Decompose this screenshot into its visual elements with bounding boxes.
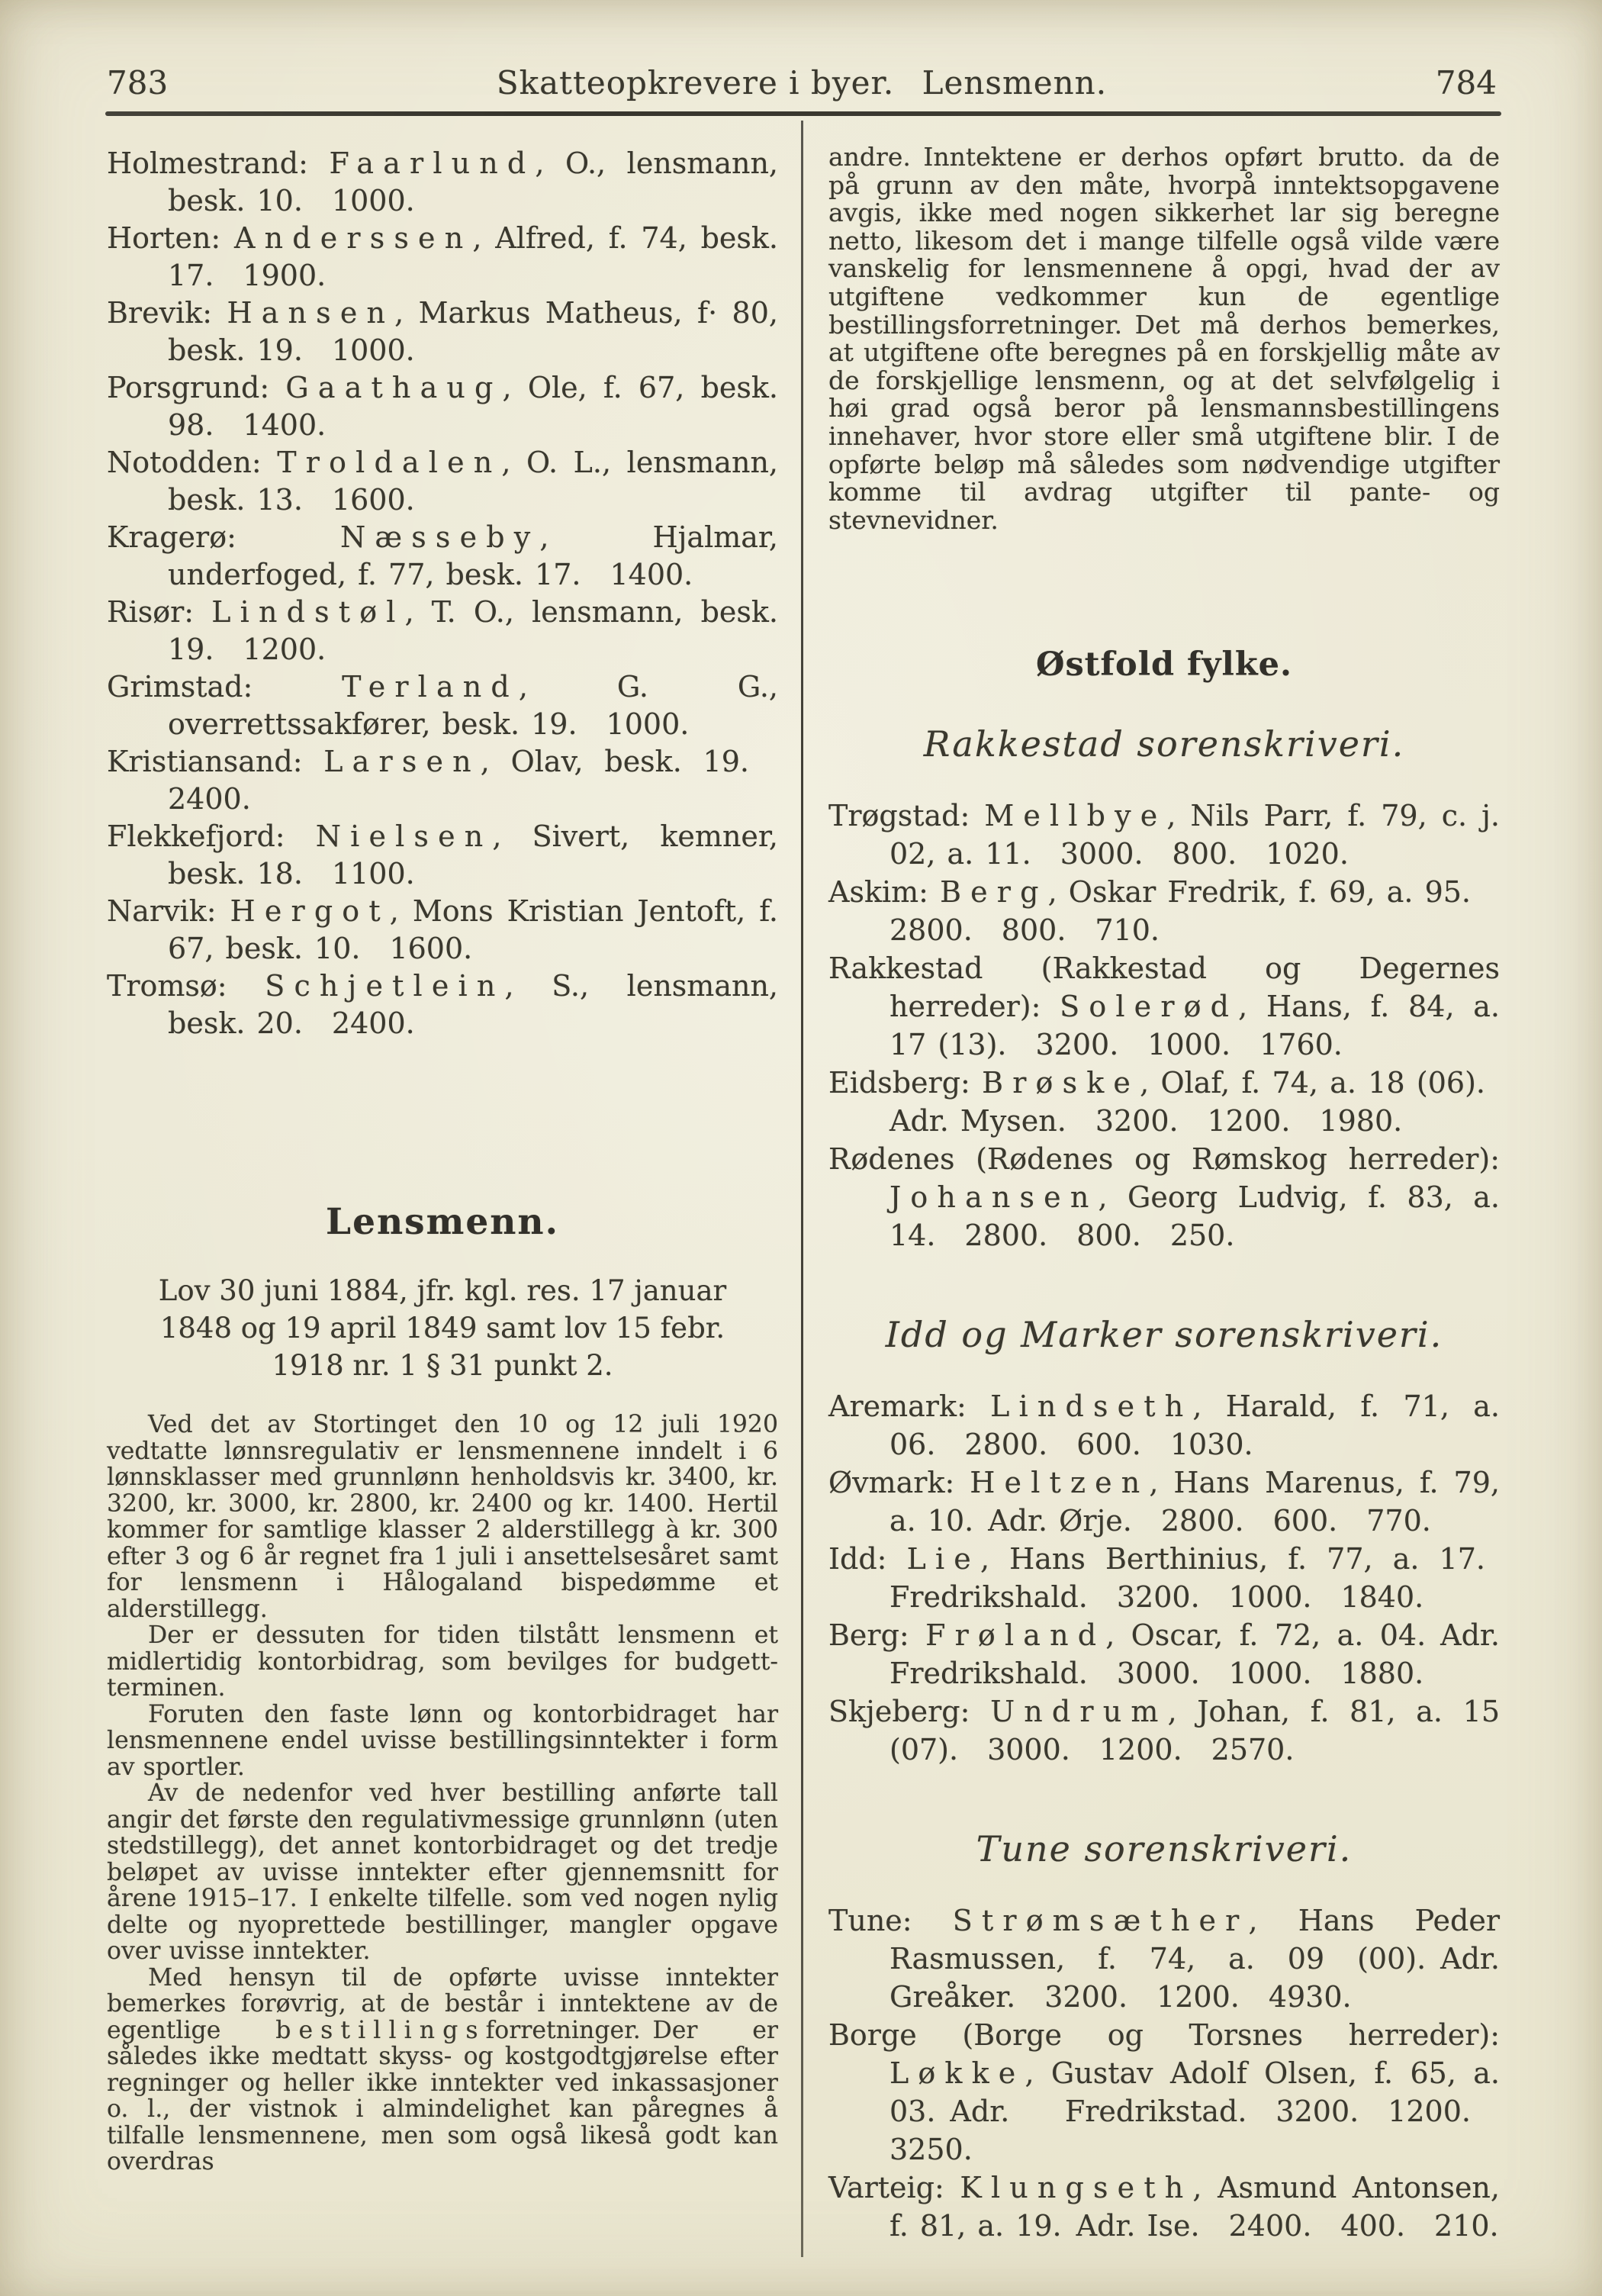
county-heading: Østfold fylke. bbox=[1035, 646, 1293, 684]
text-run: , Hans, f. 84, a. 17 (13). 3200. 1000. 1760. bbox=[889, 990, 1500, 1062]
person-name-spaced: Anderssen bbox=[234, 221, 473, 255]
directory-entry bbox=[107, 145, 778, 220]
person-name-spaced: Lindseth bbox=[990, 1390, 1193, 1424]
directory-entry bbox=[828, 949, 1500, 1064]
text-run: andre. Inntektene er derhos opført brutto. da de på grunn av den måte, hvorpå inntektsopgavene avgis, ikke med nogen sikkerhet lar sig beregne netto, likesom det i mange tilfelle også vilde være vanskelig for lensmennene å opgi, hvad der av utgiftene vedkommer kun de egentlige bestillingsforretninger. Det må derhos bemerkes, at utgiftene ofte beregnes på en forskjellig måte av de forskjellige lensmenn, og at det selvfølgelig i høi grad også beror på lensmannsbestillingens innehaver, hvor store eller små utgiftene blir. I de opførte beløp må således som nødvendige utgifter komme til avdrag utgifter til pante- og stevnevidner. bbox=[828, 142, 1500, 535]
text-run: Askim: bbox=[828, 875, 941, 910]
text-run: , Georg Ludvig, f. 83, a. 14. 2800. 800. 250. bbox=[889, 1180, 1500, 1253]
directory-entry bbox=[107, 668, 778, 743]
person-name-spaced: Heltzen bbox=[970, 1466, 1150, 1500]
text-run: Notodden: bbox=[107, 446, 278, 479]
body-paragraph-continued bbox=[828, 143, 1500, 534]
directory-entry bbox=[107, 369, 778, 444]
person-name-spaced: Berg bbox=[940, 875, 1048, 910]
person-name-spaced: Klungseth bbox=[960, 2171, 1193, 2205]
text-run: forretninger. Der er således ikke medtatt skyss- og kostgodtgjørelse efter regninger og heller ikke inntekter ved inkassasjoner o. l., der vistnok i almindelighet kan påregnes å tilfalle lensmennene, men som også likeså godt kan overdras bbox=[107, 2016, 778, 2175]
text-run: Ved det av Stortinget den 10 og 12 juli 1920 vedtatte lønnsregulativ er lensmennene inndelt i 6 lønnsklasser med grunnlønn henholdsvis kr. 3400, kr. 3200, kr. 3000, kr. 2800, kr. 2400 og kr. 1400. Hertil kommer for samtlige klasser 2 alderstillegg à kr. 300 efter 3 og 6 år regnet fra 1 juli i ansettelsesåret samt for lensmenn i Hålogaland bispedømme et alderstillegg. bbox=[107, 1411, 778, 1623]
directory-entry bbox=[107, 220, 778, 295]
text-run: Aremark: bbox=[828, 1390, 991, 1424]
sorenskriveri-entries bbox=[828, 1387, 1500, 1769]
continuation-paragraph bbox=[828, 143, 1500, 534]
person-name-spaced: Nielsen bbox=[315, 820, 493, 853]
person-name-spaced: Hergot bbox=[230, 894, 390, 928]
text-run: Kristiansand: bbox=[107, 745, 324, 778]
person-name-spaced: Solerød bbox=[1060, 990, 1239, 1024]
text-run: , Ole, f. 67, besk. 98. 1400. bbox=[168, 371, 778, 442]
text-run: Med hensyn til de opførte uvisse inntekter bemerkes forøvrig, at de består i inntektene av de egentlige bbox=[107, 1963, 778, 2044]
text-run: , Markus Matheus, f· 80, besk. 19. 1000. bbox=[168, 296, 778, 367]
sorenskriveri-heading: Idd og Marker sorenskriveri. bbox=[885, 1314, 1443, 1356]
text-run: Berg: bbox=[828, 1618, 926, 1653]
page-header bbox=[107, 64, 1497, 101]
person-name-spaced: Schjetlein bbox=[265, 969, 505, 1003]
body-paragraph bbox=[107, 1965, 778, 2175]
section-heading-lensmenn: Lensmenn. bbox=[326, 1201, 559, 1243]
header-rule bbox=[105, 111, 1501, 116]
text-run: , Hans Peder Rasmussen, f. 74, a. 09 (00). Adr. Greåker. 3200. 1200. 4930. bbox=[889, 1904, 1500, 2014]
directory-entry bbox=[828, 1064, 1500, 1140]
body-paragraph bbox=[107, 1780, 778, 1965]
person-name-spaced: Brøske bbox=[982, 1066, 1140, 1100]
person-name-spaced: Johansen bbox=[889, 1180, 1099, 1215]
person-name-spaced: Lie bbox=[906, 1542, 980, 1576]
directory-entry bbox=[828, 873, 1500, 949]
sorenskriveri-entries bbox=[828, 797, 1500, 1254]
person-name-spaced: Løkke bbox=[889, 2056, 1025, 2091]
sorenskriveri-sections bbox=[828, 723, 1500, 2245]
introduction-paragraphs bbox=[107, 1412, 778, 2175]
text-run: Risør: bbox=[107, 595, 212, 629]
directory-entry bbox=[107, 594, 778, 668]
text-run: , Olaf, f. 74, a. 18 (06). Adr. Mysen. 3200. 1200. 1980. bbox=[889, 1066, 1501, 1138]
text-run: Rødenes (Rødenes og Rømskog herreder): bbox=[828, 1142, 1500, 1177]
text-run: Av de nedenfor ved hver bestilling anførte tall angir det første den regulativmessige grunnlønn (uten stedstillegg), det annet kontorbidraget og det tredje beløpet av uvisse inntekter efter gjennemsnitt for årene 1915–17. I enkelte tilfelle. som ved nogen nylig delte og nyoprettede bestillinger, mangler opgave over uvisse inntekter. bbox=[107, 1779, 778, 1965]
law-reference-line: 1848 og 19 april 1849 samt lov 15 febr. bbox=[159, 1312, 725, 1344]
law-reference bbox=[107, 1272, 778, 1384]
text-run: , S., lensmann, besk. 20. 2400. bbox=[168, 969, 779, 1040]
body-paragraph bbox=[107, 1622, 778, 1702]
text-run: Skjeberg: bbox=[828, 1695, 991, 1729]
text-run: Holmestrand: bbox=[107, 147, 330, 180]
text-run: Eidsberg: bbox=[828, 1066, 983, 1100]
body-paragraph bbox=[107, 1702, 778, 1781]
text-run: , Harald, f. 71, a. 06. 2800. 600. 1030. bbox=[889, 1390, 1500, 1462]
text-run: Horten: bbox=[107, 221, 235, 255]
text-run: , Oscar, f. 72, a. 04. Adr. Fredrikshald. 3000. 1000. 1880. bbox=[889, 1618, 1500, 1691]
left-column bbox=[107, 145, 778, 2175]
person-name-spaced: Mellbye bbox=[984, 799, 1167, 833]
right-column bbox=[828, 143, 1500, 2245]
person-name-spaced: bestillings bbox=[275, 2016, 486, 2044]
city-tax-collector-entries bbox=[107, 145, 778, 1042]
text-run: , G. G., overrettssakfører, besk. 19. 1000. bbox=[168, 670, 778, 741]
directory-entry bbox=[107, 295, 778, 369]
text-run: Der er dessuten for tiden tilstått lensmenn et midlertidig kontorbidrag, som bevilges for budgett-terminen. bbox=[107, 1621, 778, 1702]
directory-entry bbox=[828, 2016, 1500, 2169]
text-run: Brevik: bbox=[107, 296, 227, 330]
text-run: Porsgrund: bbox=[107, 371, 286, 404]
text-run: Flekkefjord: bbox=[107, 820, 316, 853]
body-paragraph bbox=[107, 1412, 778, 1622]
text-run: , Gustav Adolf Olsen, f. 65, a. 03. Adr. Fredrikstad. 3200. 1200. 3250. bbox=[889, 2056, 1500, 2167]
person-name-spaced: Undrum bbox=[990, 1695, 1168, 1729]
text-run: , Nils Parr, f. 79, c. j. 02, a. 11. 3000. 800. 1020. bbox=[889, 799, 1500, 871]
person-name-spaced: Gaathaug bbox=[285, 371, 503, 404]
text-run: , Hans Marenus, f. 79, a. 10. Adr. Ørje. 2800. 600. 770. bbox=[889, 1466, 1500, 1538]
person-name-spaced: Hansen bbox=[227, 296, 395, 330]
text-run: , Olav, besk. 19. 2400. bbox=[168, 745, 778, 816]
sorenskriveri-section bbox=[828, 1828, 1500, 2245]
directory-entry bbox=[107, 968, 778, 1042]
person-name-spaced: Larsen bbox=[323, 745, 481, 778]
column-divider bbox=[801, 121, 803, 2257]
person-name-spaced: Faarlund bbox=[329, 147, 536, 180]
person-name-spaced: Troldalen bbox=[277, 446, 502, 479]
directory-entry bbox=[828, 1464, 1500, 1540]
sorenskriveri-entries bbox=[828, 1902, 1500, 2245]
text-run: , Sivert, kemner, besk. 18. 1100. bbox=[168, 820, 778, 890]
text-run: , T. O., lensmann, besk. 19. 1200. bbox=[168, 595, 778, 666]
text-run: Øvmark: bbox=[828, 1466, 970, 1500]
directory-entry bbox=[828, 1387, 1500, 1464]
directory-entry bbox=[107, 893, 778, 968]
text-run: , Johan, f. 81, a. 15 (07). 3000. 1200. 2570. bbox=[889, 1695, 1501, 1767]
person-name-spaced: Terland bbox=[342, 670, 519, 704]
directory-entry bbox=[828, 1616, 1500, 1692]
directory-entry bbox=[828, 797, 1500, 873]
sorenskriveri-section bbox=[828, 1314, 1500, 1769]
directory-entry bbox=[107, 519, 778, 594]
law-reference-line: Lov 30 juni 1884, jfr. kgl. res. 17 januar bbox=[158, 1274, 727, 1307]
directory-entry bbox=[107, 818, 778, 893]
directory-entry bbox=[828, 1902, 1500, 2016]
directory-entry bbox=[828, 1692, 1500, 1769]
text-run: Tune: bbox=[828, 1904, 953, 1938]
text-run: , O., lensmann, besk. 10. 1000. bbox=[168, 147, 778, 217]
person-name-spaced: Frøland bbox=[925, 1618, 1106, 1653]
page-number-right: 784 bbox=[1435, 64, 1497, 101]
text-run: Kragerø: bbox=[107, 520, 340, 554]
text-run: , Alfred, f. 74, besk. 17. 1900. bbox=[168, 221, 778, 292]
person-name-spaced: Strømsæther bbox=[952, 1904, 1249, 1938]
text-run: , Mons Kristian Jentoft, f. 67, besk. 10. 1600. bbox=[168, 894, 778, 965]
text-run: Varteig: bbox=[828, 2171, 960, 2205]
directory-entry bbox=[107, 444, 778, 519]
text-run: Narvik: bbox=[107, 894, 230, 928]
directory-entry bbox=[828, 1140, 1500, 1254]
text-run: Tromsø: bbox=[107, 969, 265, 1003]
directory-entry bbox=[107, 743, 778, 818]
directory-entry bbox=[828, 2169, 1500, 2245]
text-run: Idd: bbox=[828, 1542, 907, 1576]
text-run: Trøgstad: bbox=[828, 799, 985, 833]
sorenskriveri-heading: Tune sorenskriveri. bbox=[976, 1828, 1353, 1870]
text-run: Borge (Borge og Torsnes herreder): bbox=[828, 2018, 1500, 2053]
text-run: Foruten den faste lønn og kontorbidraget har lensmennene endel uvisse bestillingsinntekter i form av sportler. bbox=[107, 1700, 778, 1781]
text-run: , Hjalmar, underfoged, f. 77, besk. 17. 1400. bbox=[168, 520, 778, 591]
person-name-spaced: Næsseby bbox=[339, 520, 540, 554]
directory-entry bbox=[828, 1540, 1500, 1616]
law-reference-line: 1918 nr. 1 § 31 punkt 2. bbox=[272, 1349, 613, 1382]
text-run: , O. L., lensmann, besk. 13. 1600. bbox=[168, 446, 778, 517]
person-name-spaced: Lindstøl bbox=[211, 595, 405, 629]
running-title: Skatteopkrevere i byer. Lensmenn. bbox=[496, 64, 1108, 101]
text-run: , Hans Berthinius, f. 77, a. 17. Fredrikshald. 3200. 1000. 1840. bbox=[889, 1542, 1500, 1615]
text-run: Grimstad: bbox=[107, 670, 343, 704]
text-run: Rakkestad (Rakkestad og Degernes herreder): bbox=[828, 952, 1500, 1024]
sorenskriveri-heading: Rakkestad sorenskriveri. bbox=[923, 723, 1405, 765]
text-run: , Oskar Fredrik, f. 69, a. 95. 2800. 800. 710. bbox=[889, 875, 1500, 948]
sorenskriveri-section bbox=[828, 723, 1500, 1254]
page-number-left: 783 bbox=[107, 64, 169, 101]
text-run: , Asmund Antonsen, f. 81, a. 19. Adr. Ise. 2400. 400. 210. bbox=[889, 2171, 1500, 2243]
